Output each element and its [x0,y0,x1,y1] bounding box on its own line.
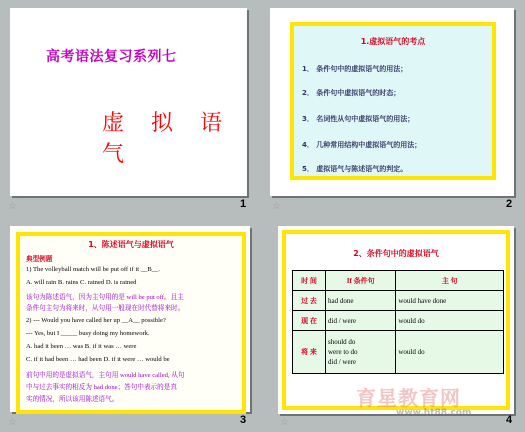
table-cell: would do [396,331,504,374]
slide-number: 1 [240,198,247,210]
options-line: C. if it had been … had been D. if it were … would be [26,356,170,363]
table-cell: would have done [396,291,504,311]
table-row [293,291,504,311]
slide-heading: 2、条件句中的虚拟语气 [353,249,439,258]
row-label: 现 在 [293,311,326,331]
table-header-row [293,271,504,291]
slide-4[interactable] [278,226,514,418]
question-line: 1) The volleyball match will be put off if it __B__. [26,266,160,273]
list-item: 4． 几种常用结构中虚拟语气的用法； [302,141,422,149]
watermark-url: www.ht88.com [396,408,472,418]
options-line: A. will rain B. rains C. rained D. is rained [26,279,137,286]
slide-number: 2 [506,198,513,210]
question-line: --- Yes, but I _____ busy doing my homework. [26,330,150,337]
table-header: 时 间 [293,271,326,291]
slide-frame [282,230,510,418]
slide-subtitle: 高考语法复习系列七 [46,49,177,65]
slide-3[interactable] [10,226,250,412]
explanation-line: 中与过去事实的相反为 had done；答句中表示的是真 [26,384,177,391]
list-item: 5． 虚拟语气与陈述语气的判定。 [302,165,408,173]
explanation-line: 前句中用的是虚拟语气，主句用 would have called, 从句 [26,372,185,379]
table-row [293,311,504,331]
table-cell: would do [396,311,504,331]
slide-frame [16,232,246,414]
slide-title: 虚 拟 语 气 [102,111,232,167]
star-icon: ☆ [272,201,281,212]
slide-number: 3 [240,414,247,426]
table-cell: did / were [326,311,396,331]
watermark-logo: 育星教育网 [356,386,461,410]
list-item: 3． 名词性从句中虚拟语气的用法； [302,115,415,123]
slide-heading: 1、陈述语气与虚拟语气 [88,240,174,249]
slide-1[interactable] [10,8,247,196]
table-header: 主 句 [396,271,504,291]
list-item: 1． 条件句中的虚拟语气的用法； [302,65,408,73]
row-label: 过 去 [293,291,326,311]
question-line: 2) --- Would you have called her up __A__ possible? [26,317,166,324]
explanation-line: 实的情况，所以该用陈述语气。 [26,396,119,403]
table-cell: should do were to do did / were [326,331,396,374]
star-icon: ☆ [8,201,17,212]
explanation-line: 条件句主句为将来时，从句用一般现在时代替将来时。 [26,305,185,312]
table-header: If 条件句 [326,271,396,291]
options-line: A. had it been … was B. if it was … were [26,343,137,350]
conditional-table [292,270,504,374]
row-label: 将 来 [293,331,326,374]
table-row [293,331,504,374]
slide-frame [290,22,496,180]
section-label: 典型例题 [26,255,53,263]
slide-number: 4 [506,414,513,426]
star-icon: ☆ [8,417,17,428]
explanation-line: 该句为陈述语气，因为主句用的是 will be put off。且主 [26,294,184,301]
slide-2[interactable] [270,8,514,196]
slide-heading: 1.虚拟语气的考点 [360,37,426,46]
star-icon: ☆ [280,417,289,428]
list-item: 2． 条件句中虚拟语气的时态； [302,89,401,97]
table-cell: had done [326,291,396,311]
